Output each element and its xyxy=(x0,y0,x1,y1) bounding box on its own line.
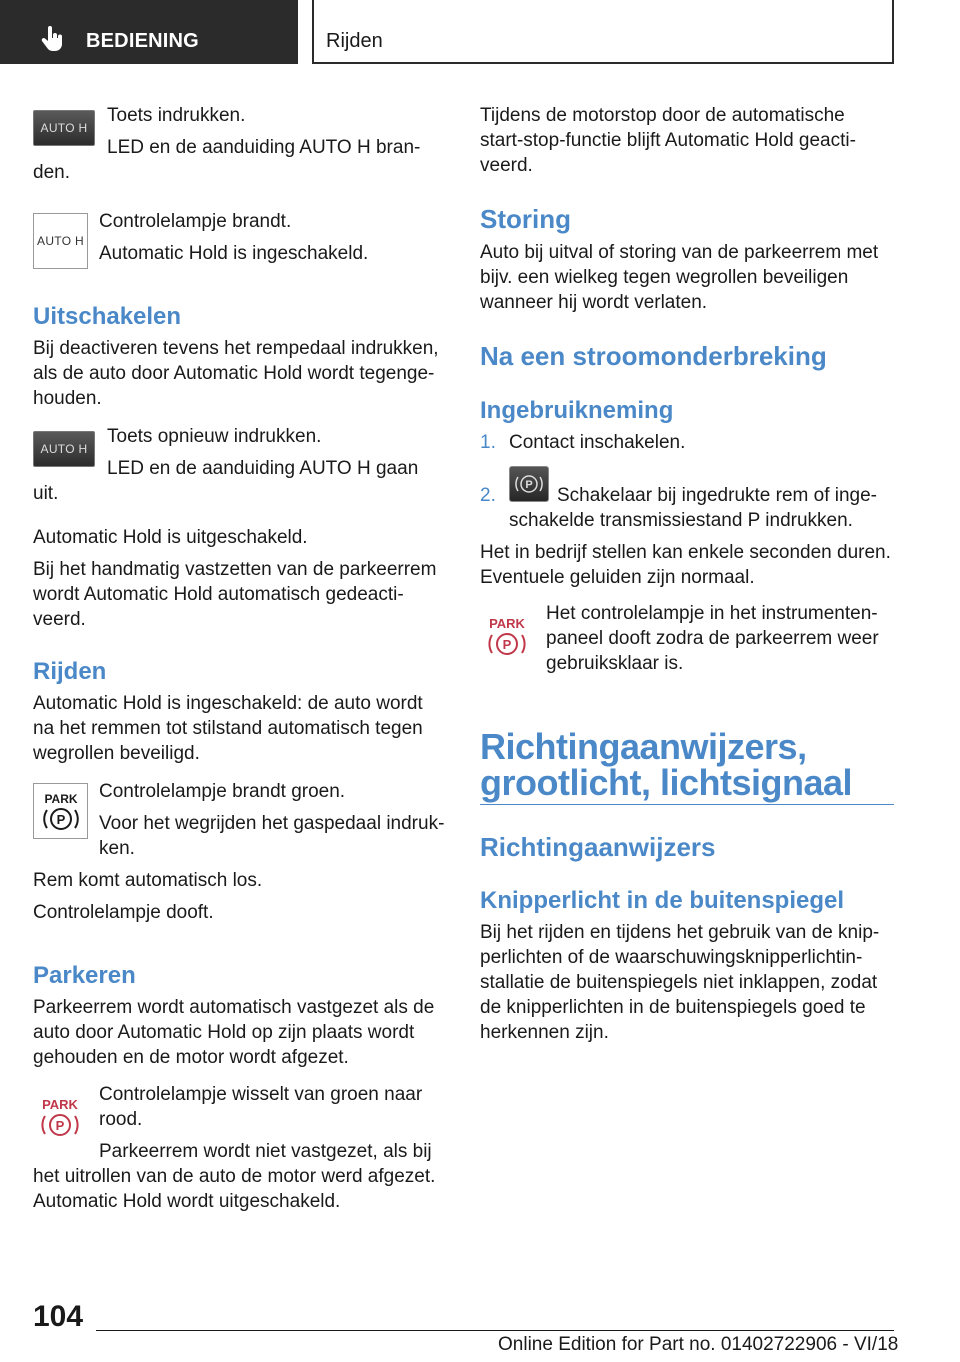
park-red-indicator-icon xyxy=(33,1091,87,1145)
park-text-2: auto door Automatic Hold op zijn plaats wordt xyxy=(33,1022,415,1043)
instr-text-3: gebruiksklaar is. xyxy=(546,653,684,674)
kn-text-3: stallatie de buitenspiegels niet inklappen, zodat xyxy=(480,972,878,993)
heading-rijden: Rijden xyxy=(33,658,107,685)
park-text-3: gehouden en de motor wordt afgezet. xyxy=(33,1047,349,1068)
hand-text-2: wordt Automatic Hold automatisch gedeacti- xyxy=(33,584,404,605)
red-text-a: Controlelampje wisselt van groen naar xyxy=(99,1084,423,1105)
kn-text-1: Bij het rijden en tijdens het gebruik van de knip- xyxy=(480,922,880,943)
rij-text-1: Automatic Hold is ingeschakeld: de auto wordt xyxy=(33,693,423,714)
footer-rule xyxy=(96,1330,894,1331)
svg-text:P: P xyxy=(525,479,533,491)
step2-text-b: Automatic Hold is ingeschakeld. xyxy=(99,243,369,264)
page-number: 104 xyxy=(33,1300,84,1333)
step1-text-c: den. xyxy=(33,162,70,183)
uit-text-1: Bij deactiveren tevens het rempedaal indrukken, xyxy=(33,338,439,359)
auto-h-button-label: AUTO H xyxy=(40,121,88,135)
uit-text-3: houden. xyxy=(33,388,102,409)
park-green-glyph xyxy=(39,788,83,834)
heading-richtingaanwijzers: Richtingaanwijzers xyxy=(480,832,716,862)
edition-text: Online Edition for Part no. 01402722906 - VI/18 xyxy=(498,1334,899,1355)
instr-text-2: paneel dooft zodra de parkeerrem weer xyxy=(546,628,879,649)
svg-text:P: P xyxy=(55,1118,65,1133)
kn-text-2: perlichten of de waarschuwingsknipperlichtin- xyxy=(480,947,863,968)
heading-stroomonderbreking: Na een stroomonderbreking xyxy=(480,341,827,371)
step2-text-a: Controlelampje brandt. xyxy=(99,211,292,232)
heading-ingebruikneming: Ingebruikneming xyxy=(480,397,674,424)
list-item-1-text: Contact inschakelen. xyxy=(509,432,686,453)
heading-uitschakelen: Uitschakelen xyxy=(33,303,182,330)
park-red-indicator-icon-2 xyxy=(480,610,534,664)
auto-h-button-icon-2 xyxy=(33,431,95,467)
green-text-a: Controlelampje brandt groen. xyxy=(99,781,346,802)
heading-big-line-2: grootlicht, lichtsignaal xyxy=(480,762,853,803)
park-text-1: Parkeerrem wordt automatisch vastgezet als de xyxy=(33,997,435,1018)
auto-h-indicator-icon xyxy=(33,213,88,269)
section-label: Rijden xyxy=(326,30,383,52)
kn-text-5: herkennen zijn. xyxy=(480,1022,609,1043)
kn-text-4: de knipperlichten in de buitenspiegels goed te xyxy=(480,997,866,1018)
hand-text-1: Bij het handmatig vastzetten van de parkeerrem xyxy=(33,559,437,580)
step1-text-b: LED en de aanduiding AUTO H bran- xyxy=(107,137,421,158)
red-text-e: Automatic Hold wordt uitgeschakeld. xyxy=(33,1191,341,1212)
heading-big-line-1: Richtingaanwijzers, xyxy=(480,726,807,767)
bedrijf-text-1: Het in bedrijf stellen kan enkele seconden duren. xyxy=(480,542,891,563)
parking-brake-switch-icon xyxy=(509,466,549,502)
rij-text-3: wegrollen beveiligd. xyxy=(33,743,200,764)
step1-text-a: Toets indrukken. xyxy=(107,105,246,126)
hand-text-3: veerd. xyxy=(33,609,86,630)
red-text-d: het uitrollen van de auto de motor werd afgezet. xyxy=(33,1166,436,1187)
list-item-2-number: 2. xyxy=(480,485,496,506)
lamp-dooft-text: Controlelampje dooft. xyxy=(33,902,214,923)
stor-text-2: bijv. een wielkeg tegen wegrollen beveiligen xyxy=(480,267,849,288)
heading-knipperlicht: Knipperlicht in de buitenspiegel xyxy=(480,887,845,914)
svg-text:P: P xyxy=(56,812,65,827)
step3-text-b: LED en de aanduiding AUTO H gaan xyxy=(107,458,419,479)
auto-h-button-label-2: AUTO H xyxy=(40,442,88,456)
rij-text-2: na het remmen tot stilstand automatisch tegen xyxy=(33,718,423,739)
auto-h-indicator-label: AUTO H xyxy=(37,234,84,248)
hand-pointer-icon xyxy=(38,25,66,53)
svg-text:PARK: PARK xyxy=(43,792,78,806)
red-text-c: Parkeerrem wordt niet vastgezet, als bij xyxy=(99,1141,432,1162)
stop-text-3: veerd. xyxy=(480,155,533,176)
list-item-1-number: 1. xyxy=(480,432,496,453)
red-text-b: rood. xyxy=(99,1109,143,1130)
bedrijf-text-2: Eventuele geluiden zijn normaal. xyxy=(480,567,755,588)
stor-text-1: Auto bij uitval of storing van de parkeerrem met xyxy=(480,242,879,263)
svg-text:P: P xyxy=(502,637,512,652)
stor-text-3: wanneer hij wordt verlaten. xyxy=(480,292,708,313)
svg-text:PARK: PARK xyxy=(42,1097,78,1112)
parking-brake-glyph xyxy=(510,467,548,501)
uit-text-2: als de auto door Automatic Hold wordt tegenge- xyxy=(33,363,435,384)
park-green-indicator-icon xyxy=(33,783,88,839)
svg-text:PARK: PARK xyxy=(489,616,525,631)
green-text-b: Voor het wegrijden het gaspedaal indruk- xyxy=(99,813,445,834)
heading-parkeren: Parkeren xyxy=(33,962,136,989)
list-item-2-text-a: Schakelaar bij ingedrukte rem of inge- xyxy=(557,485,878,506)
list-item-2-text-b: schakelde transmissiestand P indrukken. xyxy=(509,510,853,531)
stop-text-1: Tijdens de motorstop door de automatische xyxy=(480,105,845,126)
heading-storing: Storing xyxy=(480,204,571,234)
page-header xyxy=(0,0,960,66)
heading-rule xyxy=(480,804,894,805)
chapter-tab xyxy=(0,0,298,64)
uit-off-text: Automatic Hold is uitgeschakeld. xyxy=(33,527,308,548)
green-text-c: ken. xyxy=(99,838,135,859)
stop-text-2: start-stop-functie blijft Automatic Hold geacti- xyxy=(480,130,856,151)
chapter-label: BEDIENING xyxy=(86,30,199,52)
step3-text-c: uit. xyxy=(33,483,59,504)
rem-los-text: Rem komt automatisch los. xyxy=(33,870,263,891)
instr-text-1: Het controlelampje in het instrumenten- xyxy=(546,603,878,624)
step3-text-a: Toets opnieuw indrukken. xyxy=(107,426,322,447)
auto-h-button-icon xyxy=(33,110,95,146)
section-tab xyxy=(312,0,894,64)
